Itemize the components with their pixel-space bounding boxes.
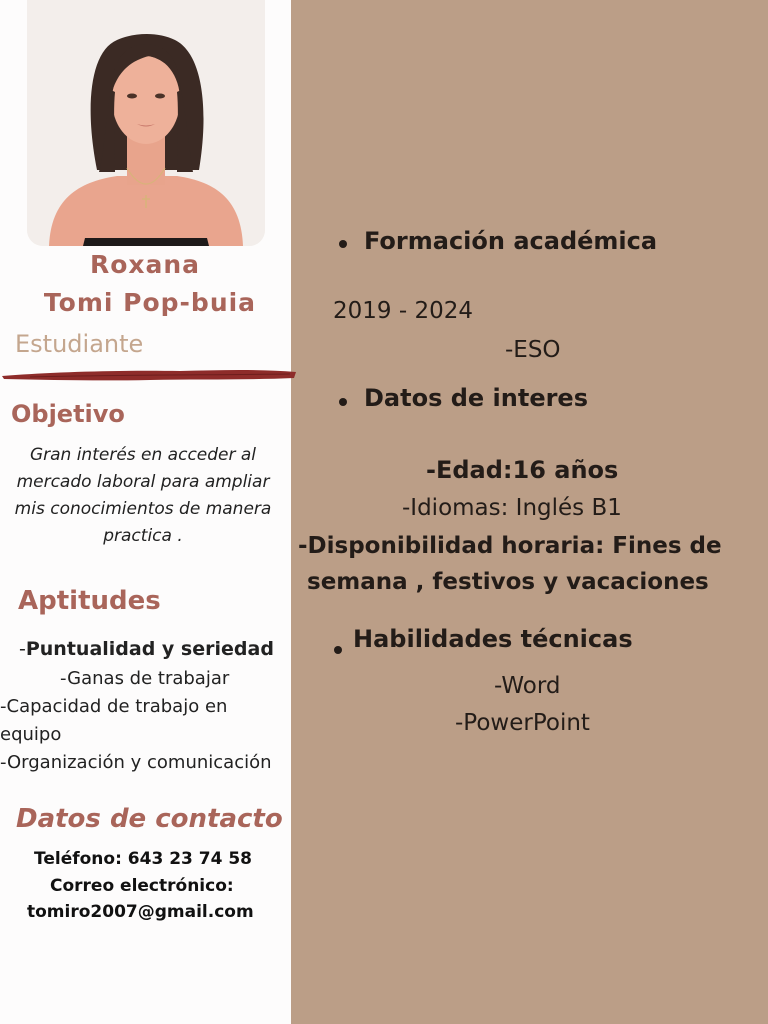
interests-age: -Edad:16 años <box>426 456 619 484</box>
contact-phone: Teléfono: 643 23 74 58 <box>34 849 253 869</box>
skill-item: -Organización y comunicación <box>0 752 272 773</box>
technical-item: -PowerPoint <box>455 710 590 736</box>
education-heading: Formación académica <box>364 227 658 255</box>
contact-email[interactable]: tomiro2007@gmail.com <box>27 902 254 922</box>
last-name: Tomi Pop-buia <box>43 288 257 317</box>
first-name: Roxana <box>89 250 201 279</box>
interests-languages: -Idiomas: Inglés B1 <box>402 495 622 521</box>
brush-divider <box>0 364 300 384</box>
education-level: -ESO <box>505 337 561 363</box>
interests-availability: -Disponibilidad horaria: Fines de <box>298 533 722 559</box>
profile-photo <box>27 0 265 246</box>
skill-item <box>19 638 274 660</box>
skill-item: -Ganas de trabajar <box>60 668 230 689</box>
contact-heading: Datos de contacto <box>16 804 283 834</box>
skills-heading: Aptitudes <box>18 586 161 616</box>
role-title: Estudiante <box>15 330 144 358</box>
interests-heading: Datos de interes <box>364 384 588 412</box>
skill-dash: - <box>19 638 26 660</box>
bullet-icon <box>339 398 347 406</box>
bullet-icon <box>339 240 347 248</box>
bullet-icon <box>334 646 342 654</box>
interests-availability-cont: semana , festivos y vacaciones <box>307 569 709 595</box>
contact-email-label: Correo electrónico: <box>50 876 234 896</box>
objective-heading: Objetivo <box>11 400 125 428</box>
technical-item: -Word <box>494 673 561 699</box>
objective-text: Gran interés en acceder al mercado laboral para ampliar mis conocimientos de manera practica . <box>14 445 272 546</box>
skill-item: equipo <box>0 724 62 745</box>
skill-bold: Puntualidad y seriedad <box>25 638 274 660</box>
skill-item: -Capacidad de trabajo en <box>0 696 228 717</box>
technical-heading: Habilidades técnicas <box>353 625 633 653</box>
education-years: 2019 - 2024 <box>333 298 473 324</box>
